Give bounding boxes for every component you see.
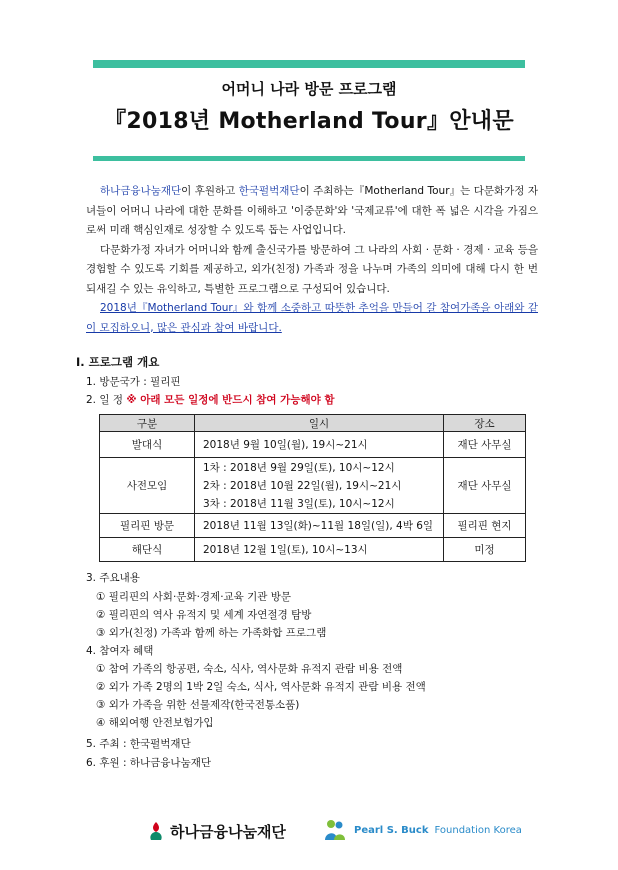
table-row: 발대식 2018년 9월 10일(월), 19시~21시 재단 사무실 (100, 432, 526, 458)
hana-foundation-logo: 하나금융나눔재단 (146, 820, 286, 842)
list-item: ① 참여 가족의 항공편, 숙소, 식사, 역사문화 유적지 관람 비용 전액 (96, 663, 403, 675)
header-date: 일시 (195, 415, 444, 432)
pearlbuck-foundation-logo: Pearl S. Buck Foundation Korea (322, 818, 522, 842)
section-heading: Ⅰ. 프로그램 개요 (76, 355, 160, 369)
list-item: ④ 해외여행 안전보험가입 (96, 717, 214, 729)
item-visit-country: 1. 방문국가 : 필리핀 (86, 376, 181, 388)
item-benefits: 4. 참여자 혜택 (86, 645, 154, 657)
schedule-table (99, 414, 526, 562)
list-item: ② 외가 가족 2명의 1박 2일 숙소, 식사, 역사문화 유적지 관람 비용 전액 (96, 681, 426, 693)
intro-paragraph-3: 2018년『Motherland Tour』와 함께 소중하고 따뜻한 추억을 만들어 갈 참여가족을 아래와 같이 모집하오니, 많은 관심과 참여 바랍니다. (86, 302, 538, 334)
hana-leaf-icon (146, 820, 166, 842)
item-host: 5. 주최 : 한국펄벅재단 (86, 738, 191, 750)
bottom-accent-bar (93, 156, 525, 161)
page-title: 『2018년 Motherland Tour』안내문 (104, 109, 514, 134)
pearlbuck-people-icon (322, 818, 348, 842)
header-place: 장소 (444, 415, 526, 432)
header-category: 구분 (100, 415, 195, 432)
org-hana: 하나금융나눔재단 (100, 185, 182, 197)
intro-text (86, 182, 538, 338)
table-row: 필리핀 방문 2018년 11월 13일(화)~11월 18일(일), 4박 6일 필리핀 현지 (100, 514, 526, 538)
list-item: ③ 외가 가족을 위한 선물제작(한국전통소품) (96, 699, 300, 711)
list-item: ① 필리핀의 사회·문화·경제·교육 기관 방문 (96, 591, 292, 603)
item-schedule: 2. 일 정 ※ 아래 모든 일정에 반드시 참여 가능해야 함 (86, 394, 335, 406)
table-row: 해단식 2018년 12월 1일(토), 10시~13시 미정 (100, 538, 526, 562)
item-sponsor: 6. 후원 : 하나금융나눔재단 (86, 757, 211, 769)
item-main-content: 3. 주요내용 (86, 572, 140, 584)
intro-paragraph-1: 하나금융나눔재단이 후원하고 한국펄벅재단이 주최하는『Motherland Tour』는 다문화가정 자녀들이 어머니 나라에 대한 문화를 이해하고 '이중문화'와 '국제교류'에 대한 폭 넓은 시각을 가짐으로써 미래 핵심인재로 성장할 수 있도록 돕는 사업입니다. (86, 185, 539, 236)
intro-paragraph-2: 다문화가정 자녀가 어머니와 함께 출신국가를 방문하여 그 나라의 사회 · 문화 · 경제 · 교육 등을 경험할 수 있도록 기회를 제공하고, 외가(친정) 가족과 정을 나누며 가족의 의미에 대해 다시 한 번 되새길 수 있는 유익하고, 특별한 프로그램으로 구성되어 있습니다. (86, 243, 538, 295)
top-accent-bar (93, 60, 525, 68)
list-item: ② 필리핀의 역사 유적지 및 세계 자연절경 탐방 (96, 609, 312, 621)
list-item: ③ 외가(친정) 가족과 함께 하는 가족화합 프로그램 (96, 627, 327, 639)
org-pearlbuck: 한국펄벅재단 (238, 185, 300, 197)
schedule-note: ※ 아래 모든 일정에 반드시 참여 가능해야 함 (126, 394, 335, 406)
table-row: 사전모임 1차 : 2018년 9월 29일(토), 10시~12시 2차 : 2018년 10월 22일(월), 19시~21시 3차 : 2018년 11월 3일(토), 10시~12시 재단 사무실 (100, 458, 526, 514)
table-header-row (100, 415, 526, 432)
page-subtitle: 어머니 나라 방문 프로그램 (221, 80, 397, 98)
